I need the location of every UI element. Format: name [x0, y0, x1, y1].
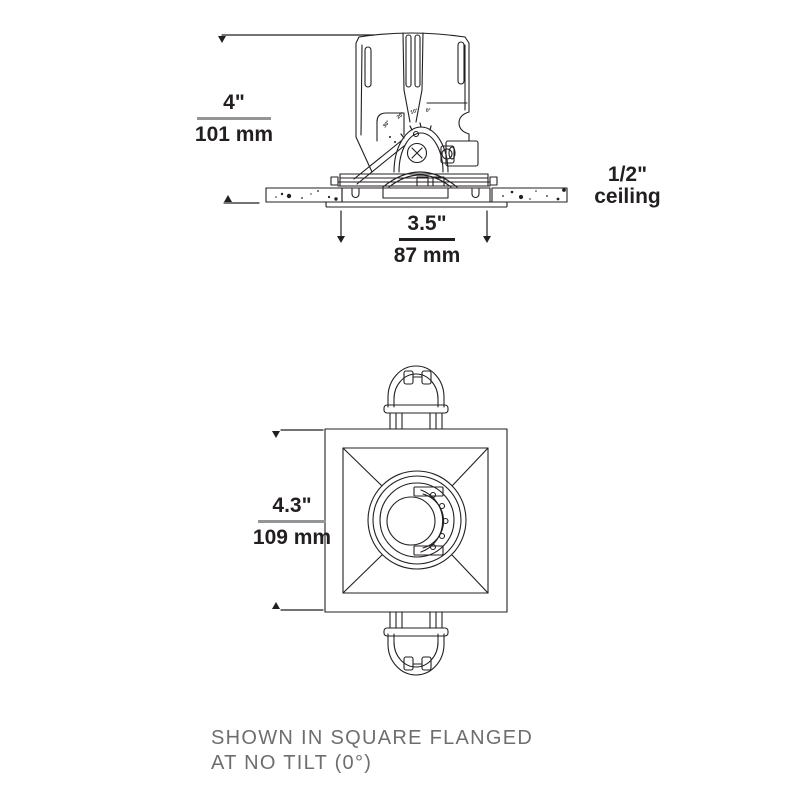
lamp-aperture: [387, 497, 435, 545]
aperture-dimension-inches: 3.5": [407, 212, 447, 235]
trim-rings: [368, 471, 466, 569]
ceiling-word: ceiling: [594, 185, 661, 208]
fraction-bar: [197, 117, 271, 120]
tilt-label-10: 10°: [409, 107, 419, 116]
spring-clip-bottom: [384, 612, 448, 675]
height-dimension-mm: 101 mm: [194, 122, 274, 146]
square-flange: [325, 429, 507, 612]
flange-dimension-inches: 4.3": [272, 494, 312, 517]
height-dimension-inches: 4": [223, 91, 245, 114]
flange-dimension: [250, 495, 334, 549]
fraction-bar: [399, 238, 455, 241]
tilt-label-30: 30°: [381, 119, 392, 130]
aperture-dimension: [387, 213, 467, 267]
ceiling-board-left: [266, 188, 342, 202]
tilt-scale-labels: [382, 108, 431, 130]
aperture-dimension-mm: 87 mm: [393, 243, 461, 267]
trim-flange-side: [326, 202, 507, 207]
ceiling-thickness-label: [580, 164, 675, 208]
caption: [211, 726, 533, 776]
flange-dimension-mm: 109 mm: [252, 525, 332, 549]
ceiling-board-right: [492, 188, 567, 202]
fraction-bar: [258, 520, 326, 523]
ceiling-thickness-value: 1/2": [607, 163, 648, 186]
tilt-label-0: 0°: [425, 107, 431, 114]
caption-line-2: AT NO TILT (0°): [211, 752, 373, 774]
spring-clip-top: [384, 366, 448, 429]
junction-box: [446, 141, 478, 166]
tilt-gear: [414, 487, 448, 555]
mounting-pan: [342, 188, 490, 202]
height-dimension: [192, 92, 276, 146]
tilt-label-20: 20°: [395, 111, 406, 121]
caption-line-1: SHOWN IN SQUARE FLANGED: [211, 727, 534, 749]
phillips-screw-icon: [412, 148, 422, 158]
